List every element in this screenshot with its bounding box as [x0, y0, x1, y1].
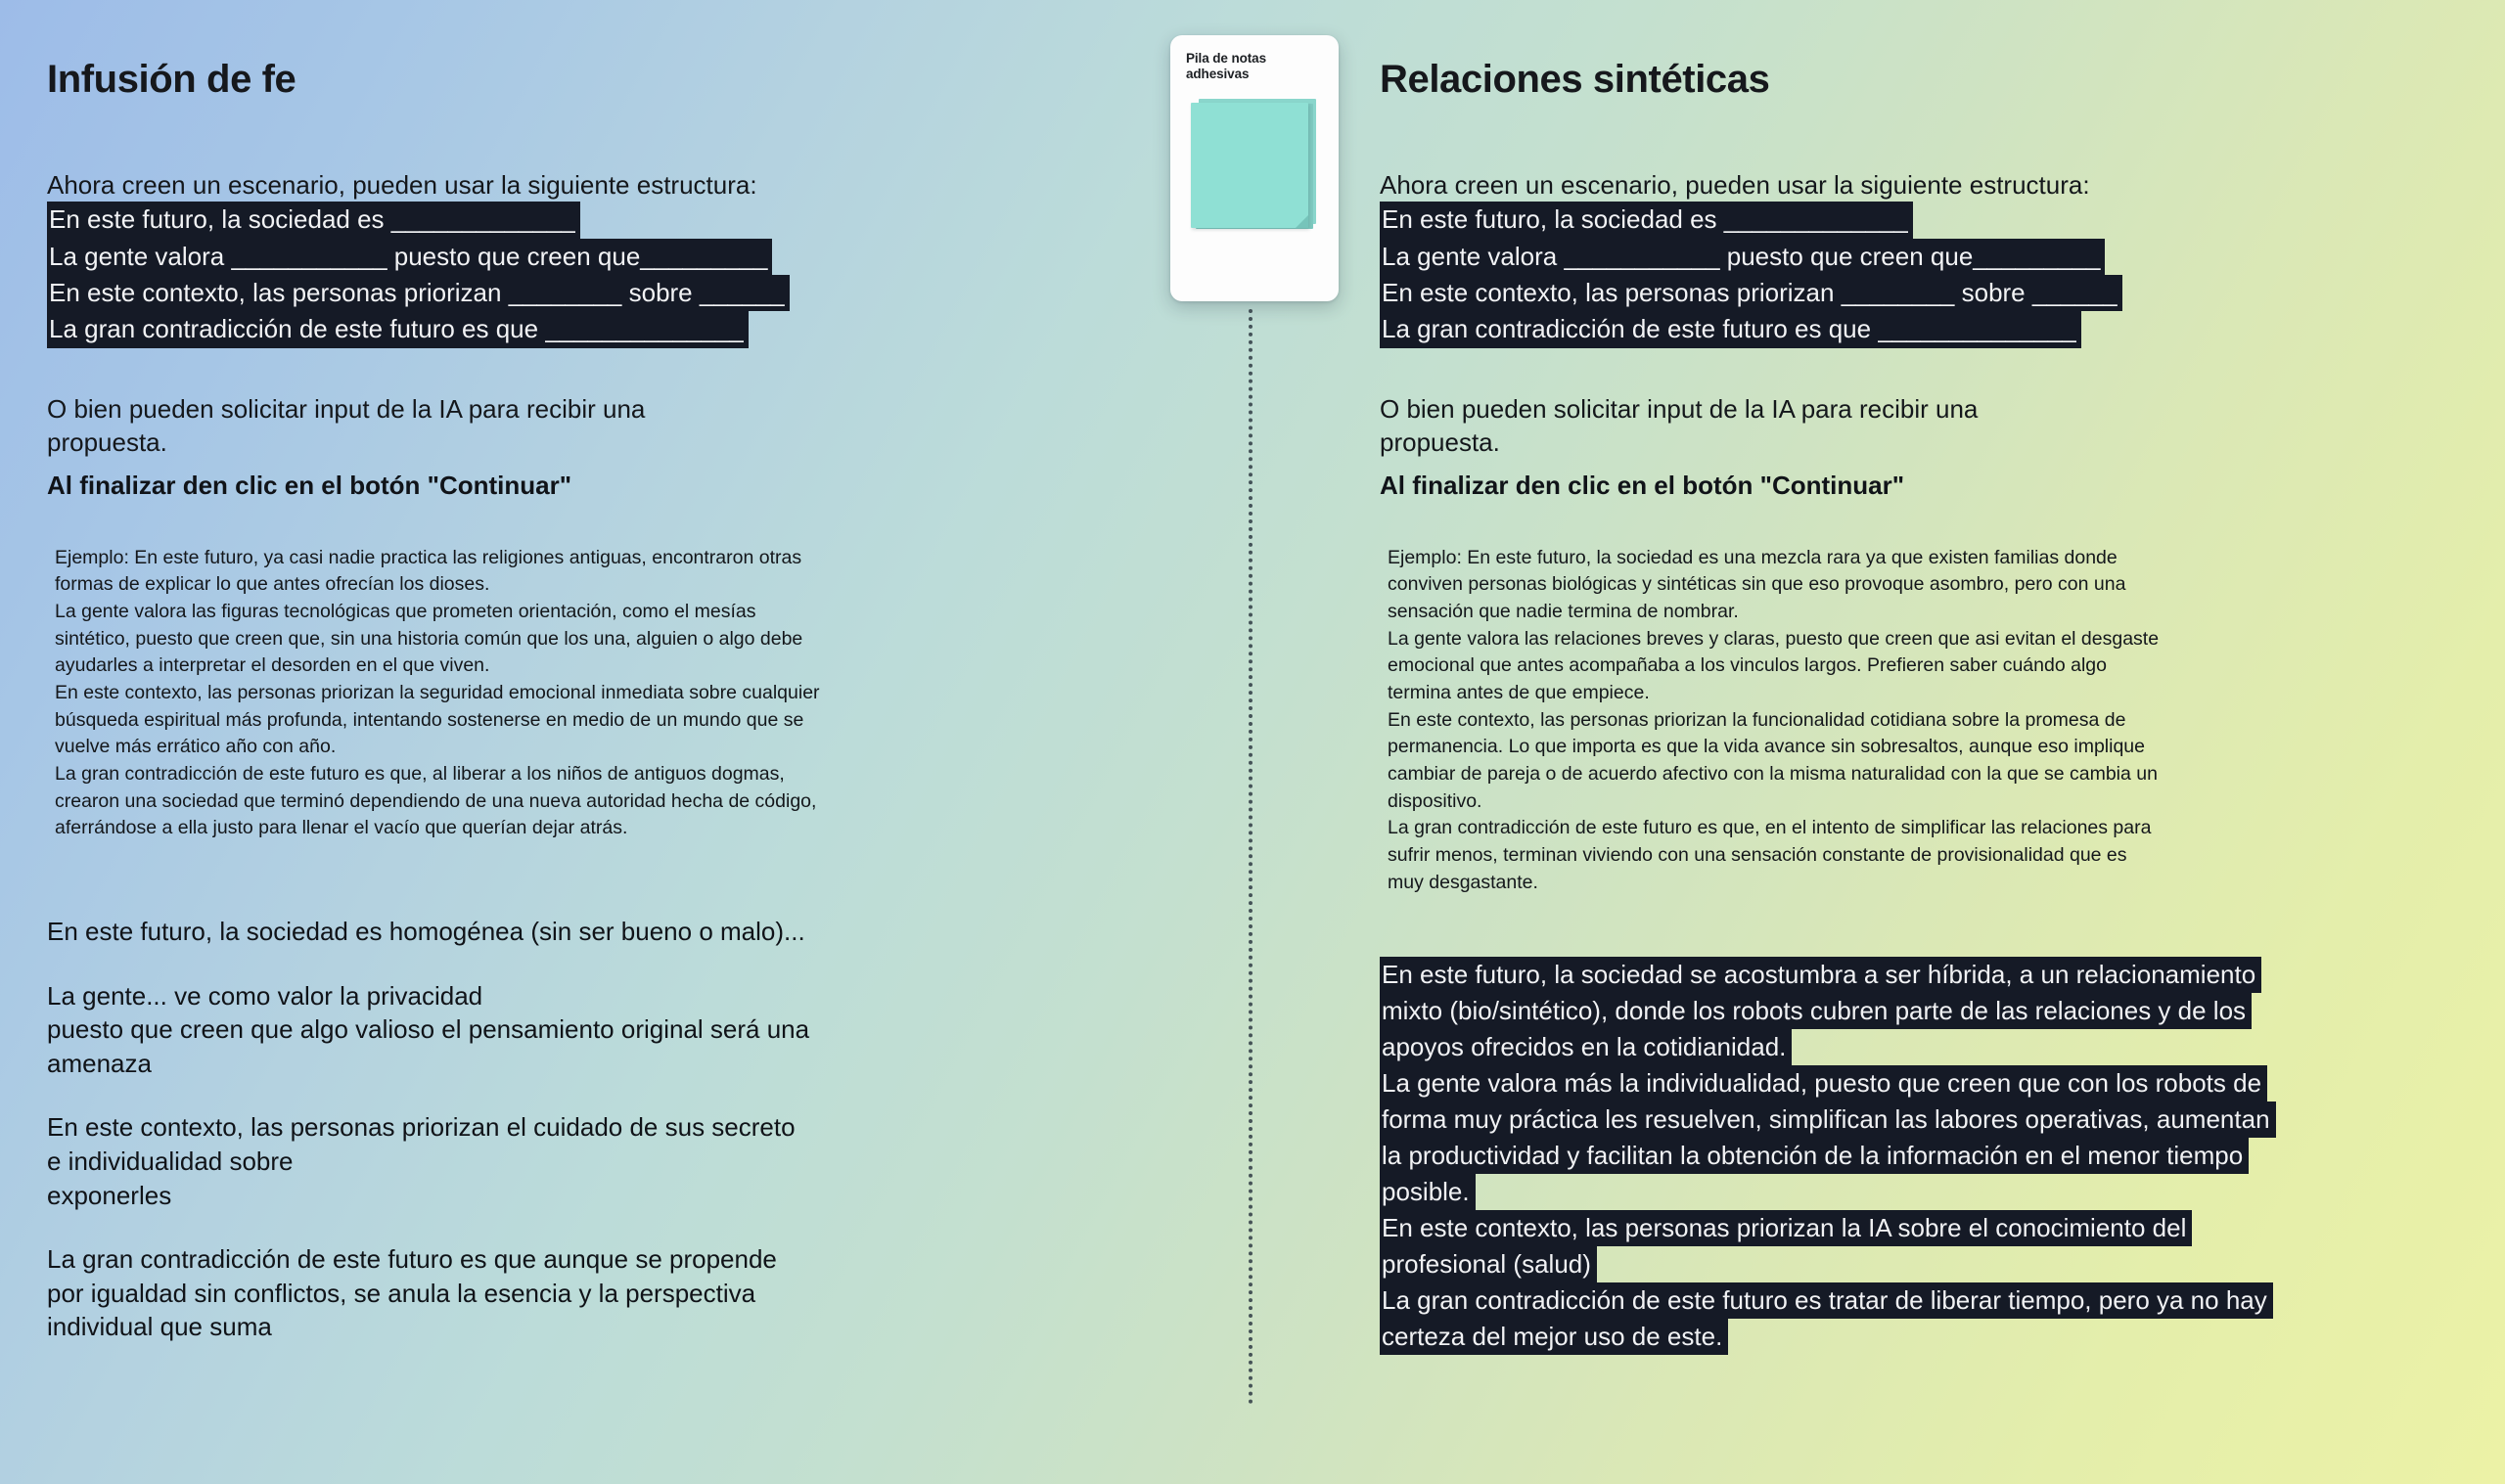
- right-fill-line-4: La gran contradicción de este futuro es que ______________: [1380, 311, 2081, 347]
- left-answers[interactable]: [47, 915, 1162, 1344]
- left-fill-lines: [47, 202, 1162, 347]
- left-example-paragraph: [55, 545, 1162, 843]
- sticky-note-front[interactable]: [1191, 103, 1308, 228]
- right-answer-line-5: forma muy práctica les resuelven, simplifican las labores operativas, aumentan: [1380, 1102, 2276, 1138]
- left-example-line-1: Ejemplo: En este futuro, ya casi nadie practica las religiones antiguas, encontraron otras: [55, 546, 802, 568]
- sticky-widget-label: Pila de notas adhesivas: [1186, 51, 1266, 82]
- right-example-line-3: sensación que nadie termina de nombrar.: [1388, 600, 1739, 622]
- left-answer-4-line-3: individual que suma: [47, 1312, 272, 1342]
- right-column-title: Relaciones sintéticas: [1380, 58, 1770, 101]
- right-alt-bold: Al finalizar den clic en el botón "Continuar": [1380, 471, 1905, 501]
- left-answer-block-2[interactable]: [47, 979, 1162, 1081]
- left-example-line-9: La gran contradicción de este futuro es que, al liberar a los niños de antiguos dogmas,: [55, 763, 785, 785]
- left-example-line-11: aferrándose a ella justo para llenar el vacío que querían dejar atrás.: [55, 817, 628, 839]
- right-example-line-9: cambiar de pareja o de acuerdo afectivo con la misma naturalidad con la que se cambia un: [1388, 763, 2158, 785]
- right-answer-line-8: En este contexto, las personas priorizan la IA sobre el conocimiento del: [1380, 1210, 2192, 1246]
- right-example-line-13: muy desgastante.: [1388, 871, 1538, 893]
- right-alt-line-1: O bien pueden solicitar input de la IA para recibir una: [1380, 393, 1979, 424]
- left-answer-4-line-1: La gran contradicción de este futuro es que aunque se propende: [47, 1244, 777, 1275]
- left-fill-line-2: La gente valora ___________ puesto que creen que_________: [47, 239, 772, 275]
- right-example-line-6: termina antes de que empiece.: [1388, 681, 1650, 703]
- left-example-line-8: vuelve más errático año con año.: [55, 736, 337, 758]
- right-answers[interactable]: [1380, 957, 2495, 1355]
- right-answer-line-2: mixto (bio/sintético), donde los robots cubren parte de las relaciones y de los: [1380, 993, 2252, 1029]
- left-answer-block-3[interactable]: [47, 1110, 1162, 1212]
- right-example-line-1: Ejemplo: En este futuro, la sociedad es una mezcla rara ya que existen familias donde: [1388, 546, 2118, 568]
- right-example-line-7: En este contexto, las personas priorizan la funcionalidad cotidiana sobre la promesa de: [1388, 708, 2126, 731]
- left-answer-block-1[interactable]: [47, 915, 1162, 949]
- left-answer-3-line-1: En este contexto, las personas priorizan el cuidado de sus secreto: [47, 1112, 796, 1143]
- right-example-line-10: dispositivo.: [1388, 789, 1482, 812]
- left-example-line-6: En este contexto, las personas priorizan la seguridad emocional inmediata sobre cualquier: [55, 681, 820, 703]
- left-alt-line-2: propuesta.: [47, 427, 167, 457]
- left-example-line-2: formas de explicar lo que antes ofrecían los dioses.: [55, 573, 490, 596]
- left-example-line-10: crearon una sociedad que terminó dependiendo de una nueva autoridad hecha de código,: [55, 789, 817, 812]
- sticky-note-stack[interactable]: [1191, 99, 1316, 232]
- right-fill-line-3: En este contexto, las personas priorizan ________ sobre ______: [1380, 275, 2122, 311]
- left-answer-2-line-2: puesto que creen que algo valioso el pensamiento original será una: [47, 1014, 810, 1045]
- right-answer-line-11: certeza del mejor uso de este.: [1380, 1319, 1728, 1355]
- left-alt-bold: Al finalizar den clic en el botón "Continuar": [47, 471, 572, 501]
- left-fill-line-1: En este futuro, la sociedad es _____________: [47, 202, 580, 238]
- right-answer-line-6: la productividad y facilitan la obtención de la información en el menor tiempo: [1380, 1138, 2249, 1174]
- right-answer-line-9: profesional (salud): [1380, 1246, 1597, 1282]
- left-fill-line-3: En este contexto, las personas priorizan ________ sobre ______: [47, 275, 790, 311]
- right-prompt-intro: Ahora creen un escenario, pueden usar la siguiente estructura:: [1380, 170, 2090, 200]
- left-example-line-5: ayudarles a interpretar el desorden en el que viven.: [55, 654, 490, 677]
- left-answer-3-line-2: e individualidad sobre: [47, 1146, 294, 1176]
- right-example-line-2: conviven personas biológicas y sintéticas sin que eso provoque asombro, pero con una: [1388, 573, 2126, 596]
- left-answer-2-line-3: amenaza: [47, 1048, 152, 1078]
- left-fill-line-4: La gran contradicción de este futuro es que ______________: [47, 311, 749, 347]
- right-answer-line-7: posible.: [1380, 1174, 1476, 1210]
- dashed-divider: [1249, 309, 1252, 1405]
- left-answer-block-4[interactable]: [47, 1242, 1162, 1344]
- right-fill-line-1: En este futuro, la sociedad es _____________: [1380, 202, 1913, 238]
- left-answer-1-line-1: En este futuro, la sociedad es homogénea (sin ser bueno o malo)...: [47, 917, 805, 947]
- sticky-note-stack-widget[interactable]: [1170, 35, 1339, 301]
- left-alt-line-1: O bien pueden solicitar input de la IA para recibir una: [47, 393, 646, 424]
- left-example-line-4: sintético, puesto que creen que, sin una historia común que los una, alguien o algo debe: [55, 627, 803, 650]
- right-example-line-11: La gran contradicción de este futuro es que, en el intento de simplificar las relaciones para: [1388, 817, 2152, 839]
- left-answer-4-line-2: por igualdad sin conflictos, se anula la esencia y la perspectiva: [47, 1278, 756, 1308]
- right-answer-line-4: La gente valora más la individualidad, puesto que creen que con los robots de: [1380, 1065, 2267, 1102]
- left-example-line-3: La gente valora las figuras tecnológicas que prometen orientación, como el mesías: [55, 600, 756, 622]
- right-example-line-12: sufrir menos, terminan viviendo con una sensación constante de provisionalidad que es: [1388, 844, 2127, 867]
- left-prompt-intro: Ahora creen un escenario, pueden usar la siguiente estructura:: [47, 170, 757, 200]
- right-alt-line-2: propuesta.: [1380, 427, 1500, 457]
- right-example-paragraph: [1388, 545, 2495, 897]
- right-example-line-4: La gente valora las relaciones breves y claras, puesto que creen que asi evitan el desgaste: [1388, 627, 2160, 650]
- right-answer-line-3: apoyos ofrecidos en la cotidianidad.: [1380, 1029, 1792, 1065]
- left-column-title: Infusión de fe: [47, 58, 296, 101]
- left-answer-3-line-3: exponerles: [47, 1180, 172, 1210]
- column-left: [47, 0, 1162, 1344]
- left-example-line-7: búsqueda espiritual más profunda, intentando sostenerse en medio de un mundo que se: [55, 708, 804, 731]
- right-example-line-8: permanencia. Lo que importa es que la vida avance sin sobresaltos, aunque eso implique: [1388, 736, 2145, 758]
- right-fill-lines: [1380, 202, 2495, 347]
- right-answer-line-1: En este futuro, la sociedad se acostumbra a ser híbrida, a un relacionamiento: [1380, 957, 2261, 993]
- right-fill-line-2: La gente valora ___________ puesto que creen que_________: [1380, 239, 2105, 275]
- column-right: [1380, 0, 2495, 1355]
- right-answer-line-10: La gran contradicción de este futuro es tratar de liberar tiempo, pero ya no hay: [1380, 1282, 2273, 1319]
- left-answer-2-line-1: La gente... ve como valor la privacidad: [47, 980, 483, 1011]
- right-example-line-5: emocional que antes acompañaba a los vinculos largos. Prefieren saber cuándo algo: [1388, 654, 2107, 677]
